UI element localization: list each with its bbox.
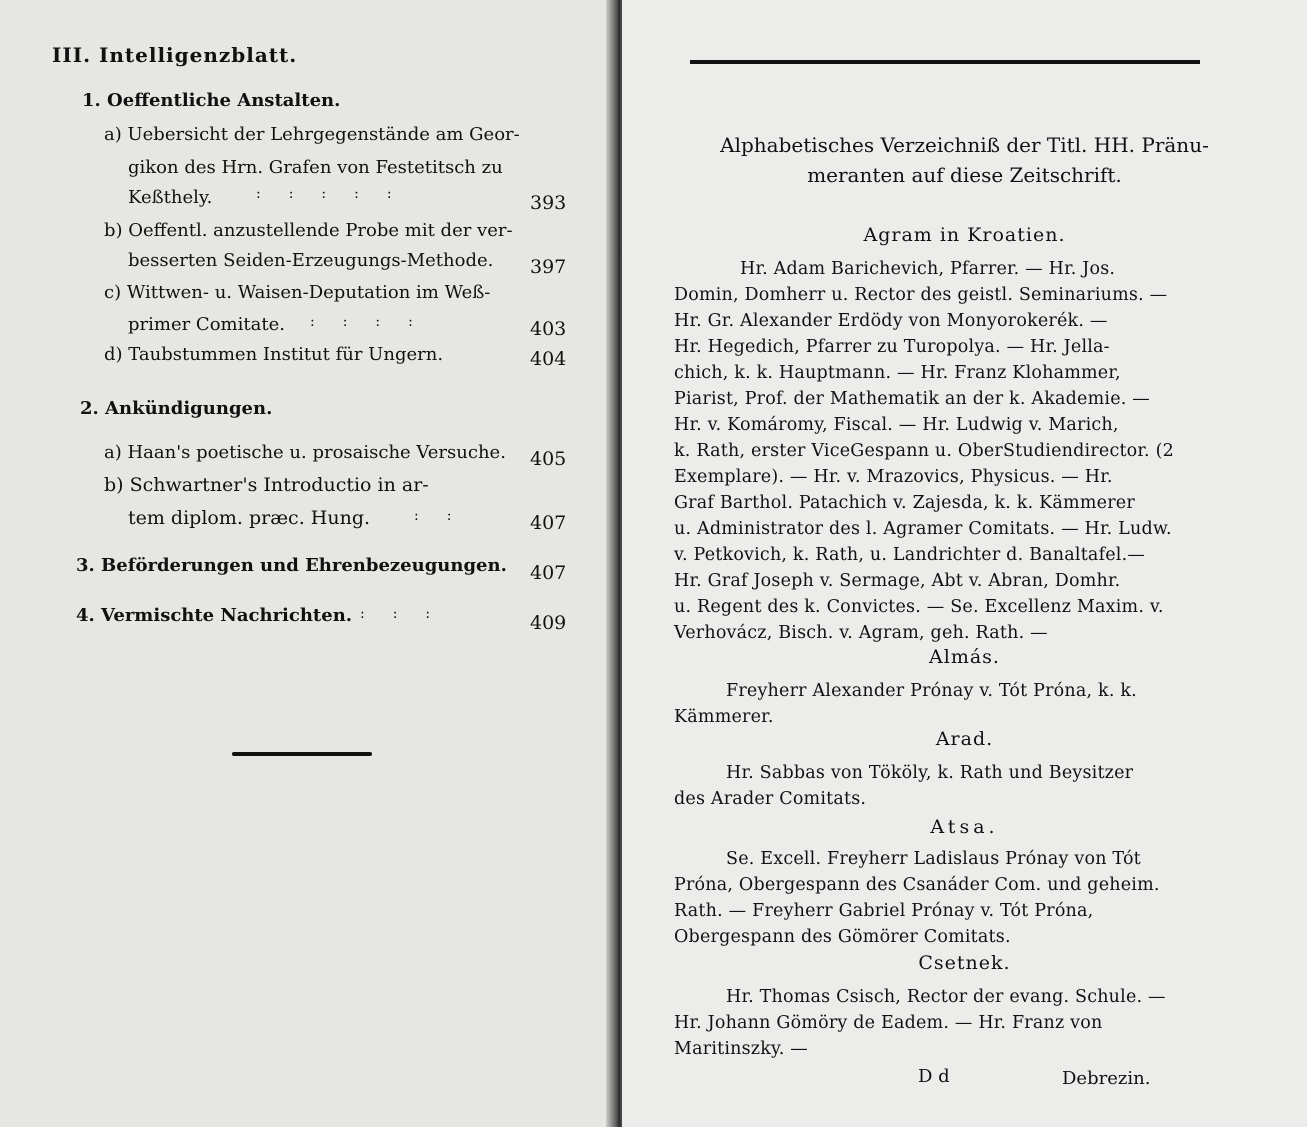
subscriber-line: chich, k. k. Hauptmann. — Hr. Franz Klohammer,: [674, 363, 1121, 383]
list-title: meranten auf diese Zeitschrift.: [807, 163, 1122, 187]
section-title: 4. Vermischte Nachrichten.: [76, 605, 353, 626]
toc-entry-line: b) Oeffentl. anzustellende Probe mit der ver-: [104, 220, 513, 241]
toc-entry-line: besserten Seiden-Erzeugungs-Methode.: [128, 250, 494, 271]
subscriber-line: Domin, Domherr u. Rector des geistl. Seminariums. —: [674, 285, 1168, 305]
signature-mark: D d: [918, 1066, 950, 1087]
section-heading: III. Intelligenzblatt.: [52, 43, 298, 67]
subscriber-line: Hr. Sabbas von Tököly, k. Rath und Beysitzer: [726, 763, 1134, 783]
subscriber-line: Hr. Graf Joseph v. Sermage, Abt v. Abran, Domhr.: [674, 571, 1121, 591]
place-heading: Arad.: [935, 728, 994, 750]
subscriber-line: k. Rath, erster ViceGespann u. OberStudiendirector. (2: [674, 441, 1174, 461]
subscriber-line: Obergespann des Gömörer Comitats.: [674, 927, 1011, 947]
list-title: Alphabetisches Verzeichniß der Titl. HH. Pränu-: [720, 133, 1209, 157]
toc-entry-line: a) Haan's poetische u. prosaische Versuche.: [104, 442, 506, 463]
subscriber-line: Hr. Johann Gömöry de Eadem. — Hr. Franz von: [674, 1013, 1103, 1033]
subscriber-line: Graf Barthol. Patachich v. Zajesda, k. k. Kämmerer: [674, 493, 1135, 513]
subscriber-line: Hr. Hegedich, Pfarrer zu Turopolya. — Hr. Jella-: [674, 337, 1110, 357]
leader-dots: :::::: [256, 186, 420, 202]
subscriber-line: Exemplare). — Hr. v. Mrazovics, Physicus. — Hr.: [674, 467, 1113, 487]
leader-dots: ::: [414, 508, 480, 524]
subscriber-line: Hr. Gr. Alexander Erdödy von Monyorokerék. —: [674, 311, 1108, 331]
toc-entry-line: tem diplom. præc. Hung.: [128, 507, 371, 529]
subscriber-line: Hr. Thomas Csisch, Rector der evang. Schule. —: [726, 987, 1166, 1007]
toc-entry-line: Keßthely.: [128, 187, 213, 208]
ornamental-rule: [232, 752, 372, 756]
subscriber-line: u. Regent des k. Convictes. — Se. Excellenz Maxim. v.: [674, 597, 1164, 617]
page-number: 407: [530, 562, 567, 584]
page-number: 405: [530, 448, 567, 470]
section-title: 1. Oeffentliche Anstalten.: [82, 90, 341, 111]
place-heading: Almás.: [929, 646, 1000, 668]
leader-dots: :::: [360, 606, 459, 622]
section-title: 3. Beförderungen und Ehrenbezeugungen.: [76, 555, 507, 576]
right-page: [622, 0, 1307, 1127]
subscriber-line: Kämmerer.: [674, 707, 774, 727]
toc-entry-line: d) Taubstummen Institut für Ungern.: [104, 344, 444, 365]
subscriber-line: des Arader Comitats.: [674, 789, 867, 809]
page-number: 393: [530, 192, 567, 214]
subscriber-line: Verhovácz, Bisch. v. Agram, geh. Rath. —: [674, 623, 1048, 643]
subscriber-line: Hr. v. Komáromy, Fiscal. — Hr. Ludwig v. Marich,: [674, 415, 1119, 435]
toc-entry-line: a) Uebersicht der Lehrgegenstände am Geor-: [104, 124, 520, 145]
page-number: 403: [530, 318, 567, 340]
toc-entry-line: b) Schwartner's Introductio in ar-: [104, 474, 429, 496]
toc-entry-line: c) Wittwen- u. Waisen-Deputation im Weß-: [104, 282, 491, 303]
left-page: [0, 0, 616, 1127]
subscriber-line: v. Petkovich, k. Rath, u. Landrichter d. Banaltafel.—: [674, 545, 1146, 565]
place-heading: Atsa.: [930, 816, 999, 838]
place-heading: Agram in Kroatien.: [863, 224, 1066, 246]
subscriber-line: Próna, Obergespann des Csanáder Com. und geheim.: [674, 875, 1160, 895]
subscriber-line: Maritinszky. —: [674, 1039, 809, 1059]
toc-entry-line: gikon des Hrn. Grafen von Festetitsch zu: [128, 157, 503, 178]
place-heading: Csetnek.: [918, 952, 1011, 974]
subscriber-line: Piarist, Prof. der Mathematik an der k. Akademie. —: [674, 389, 1150, 409]
header-rule: [690, 60, 1200, 64]
subscriber-line: Se. Excell. Freyherr Ladislaus Prónay von Tót: [726, 849, 1141, 869]
subscriber-line: Hr. Adam Barichevich, Pfarrer. — Hr. Jos.: [740, 259, 1116, 279]
subscriber-line: Freyherr Alexander Prónay v. Tót Próna, k. k.: [726, 681, 1137, 701]
page-number: 404: [530, 348, 567, 370]
page-number: 407: [530, 512, 567, 534]
section-title: 2. Ankündigungen.: [80, 398, 273, 419]
page-number: 397: [530, 256, 567, 278]
page-number: 409: [530, 612, 567, 634]
toc-entry-line: primer Comitate.: [128, 314, 285, 335]
subscriber-line: Rath. — Freyherr Gabriel Prónay v. Tót Próna,: [674, 901, 1094, 921]
catchword: Debrezin.: [1062, 1068, 1151, 1089]
leader-dots: ::::: [310, 314, 441, 330]
subscriber-line: u. Administrator des l. Agramer Comitats. — Hr. Ludw.: [674, 519, 1172, 539]
